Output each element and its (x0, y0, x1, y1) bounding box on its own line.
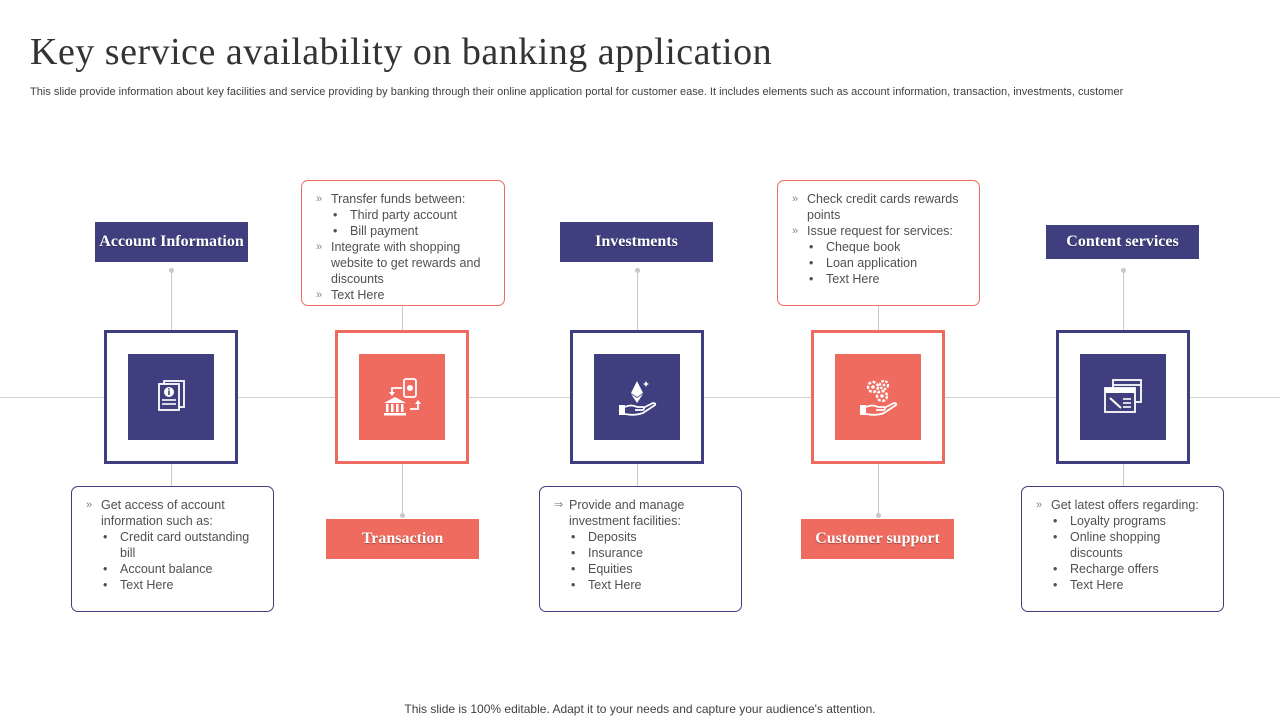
list-item: » Integrate with shopping website to get rewards and discounts (316, 239, 492, 287)
label-content-services: Content services (1046, 225, 1199, 259)
info-box-investments (539, 486, 742, 612)
label-transaction: Transaction (326, 519, 479, 559)
connector-line (878, 306, 879, 331)
info-box-content-services (1021, 486, 1224, 612)
list-item: • Text Here (1036, 577, 1211, 593)
list-item: • Insurance (554, 545, 729, 561)
list-item: » Check credit cards rewards points (792, 191, 967, 223)
list-item: • Loan application (792, 255, 967, 271)
connector-line (402, 464, 403, 515)
connector-line (171, 271, 172, 331)
connector-line (1123, 464, 1124, 486)
hand-crypto-icon (615, 375, 659, 419)
list-item: • Bill payment (316, 223, 492, 239)
icon-tile (835, 354, 921, 440)
icon-frame-transaction (335, 330, 469, 464)
connector-line (1123, 271, 1124, 331)
bank-transfer-icon (380, 375, 424, 419)
connector-line (637, 464, 638, 486)
icon-tile (128, 354, 214, 440)
list-item: ⇒ Provide and manage investment facilities: (554, 497, 729, 529)
list-item: • Third party account (316, 207, 492, 223)
document-info-icon (149, 375, 193, 419)
info-box-customer-support (777, 180, 980, 306)
list-item: • Loyalty programs (1036, 513, 1211, 529)
icon-frame-content-services (1056, 330, 1190, 464)
list-item: • Deposits (554, 529, 729, 545)
hand-gears-icon (856, 375, 900, 419)
info-box-account-information (71, 486, 274, 612)
connector-line (171, 464, 172, 486)
connector-dot (876, 513, 881, 518)
list-item: • Credit card outstanding bill (86, 529, 261, 561)
list-item: » Get access of account information such as: (86, 497, 261, 529)
icon-tile (594, 354, 680, 440)
page-footer: This slide is 100% editable. Adapt it to your needs and capture your audience's attention. (404, 702, 876, 716)
list-item: • Text Here (86, 577, 261, 593)
connector-line (637, 271, 638, 331)
list-item: • Recharge offers (1036, 561, 1211, 577)
icon-tile (1080, 354, 1166, 440)
connector-line (402, 306, 403, 331)
list-item: • Account balance (86, 561, 261, 577)
list-item: • Online shopping discounts (1036, 529, 1211, 561)
list-item: » Issue request for services: (792, 223, 967, 239)
list-item: • Text Here (554, 577, 729, 593)
list-item: • Text Here (792, 271, 967, 287)
page-subtitle: This slide provide information about key facilities and service providing by banking through their online application portal for customer ease. It includes elements such as account information, transaction, investments, customer (30, 86, 1124, 98)
info-box-transaction (301, 180, 505, 306)
label-customer-support: Customer support (801, 519, 954, 559)
list-item: • Equities (554, 561, 729, 577)
label-account-information: Account Information (95, 222, 248, 262)
icon-tile (359, 354, 445, 440)
browser-windows-icon (1101, 375, 1145, 419)
list-item: » Text Here (316, 287, 492, 303)
page-title: Key service availability on banking application (30, 31, 773, 73)
icon-frame-investments (570, 330, 704, 464)
list-item: » Transfer funds between: (316, 191, 492, 207)
connector-line (878, 464, 879, 515)
connector-dot (400, 513, 405, 518)
icon-frame-customer-support (811, 330, 945, 464)
icon-frame-account-information (104, 330, 238, 464)
list-item: » Get latest offers regarding: (1036, 497, 1211, 513)
label-investments: Investments (560, 222, 713, 262)
list-item: • Cheque book (792, 239, 967, 255)
